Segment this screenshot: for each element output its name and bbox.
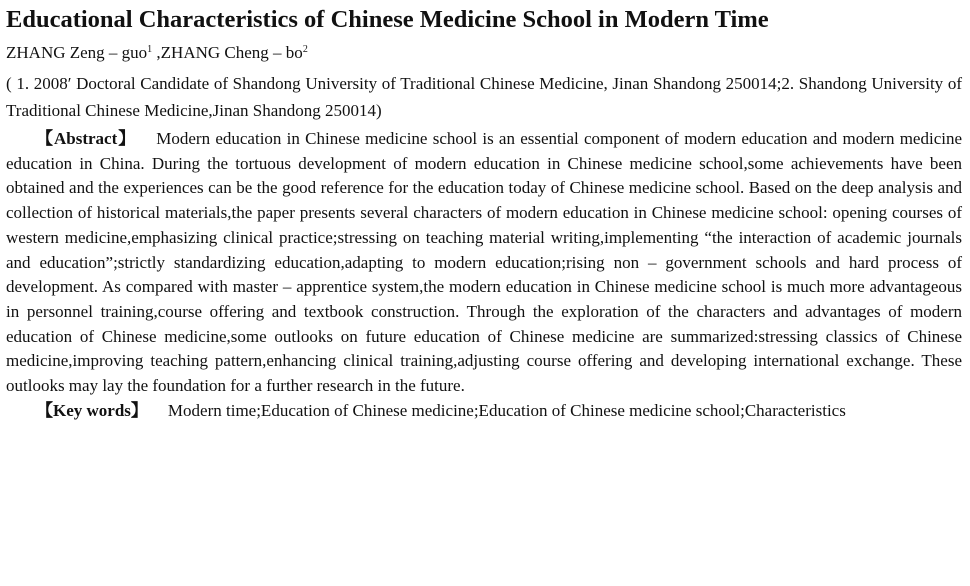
- keywords-paragraph: [6, 399, 962, 424]
- keywords-text: Modern time;Education of Chinese medicine;Education of Chinese medicine school;Characteristics: [167, 400, 846, 420]
- keywords-label: 【Key words】: [36, 400, 148, 420]
- abstract-text: Modern education in Chinese medicine school is an essential component of modern education and modern medicine education in China. During the tortuous development of modern education in Chinese medicine school,some achievements have been obtained and the experiences can be the good reference for the education today of Chinese medicine school. Based on the deep analysis and collection of historical materials,the paper presents several characters of modern education in Chinese medicine school: opening courses of western medicine,emphasizing clinical practice;stressing on teaching material writing,implementing “the interaction of academic journals and education”;strictly standardizing education,adapting to modern education;rising non – government schools and hard process of development. As compared with master – apprentice system,the modern education in Chinese medicine school is much more advantageous in personnel training,course offering and textbook construction. Through the exploration of the characters and advantages of modern education of Chinese medicine,some outlooks on future education of Chinese medicine are summarized:stressing classics of Chinese medicine,improving teaching pattern,enhancing clinical training,adjusting course offering and developing international exchange. These outlooks may lay the foundation for a further research in the future.: [6, 129, 963, 396]
- author-line: [6, 40, 962, 66]
- abstract-label: 【Abstract】: [36, 129, 137, 148]
- paper-title: Educational Characteristics of Chinese Medicine School in Modern Time: [6, 6, 769, 33]
- author-separator: ,: [152, 43, 161, 62]
- author-2-affiliation-marker: 2: [302, 44, 308, 55]
- author-1-affiliation-marker: 1: [147, 44, 153, 55]
- abstract-paragraph: [6, 127, 962, 399]
- affiliations: ( 1. 2008′ Doctoral Candidate of Shandong University of Traditional Chinese Medicine, Jinan Shandong 250014;2. Shandong University of Traditional Chinese Medicine,Jinan Shandong 250014): [6, 74, 962, 120]
- author-2-name: ZHANG Cheng – bo: [160, 43, 303, 62]
- author-1-name: ZHANG Zeng – guo: [6, 43, 148, 62]
